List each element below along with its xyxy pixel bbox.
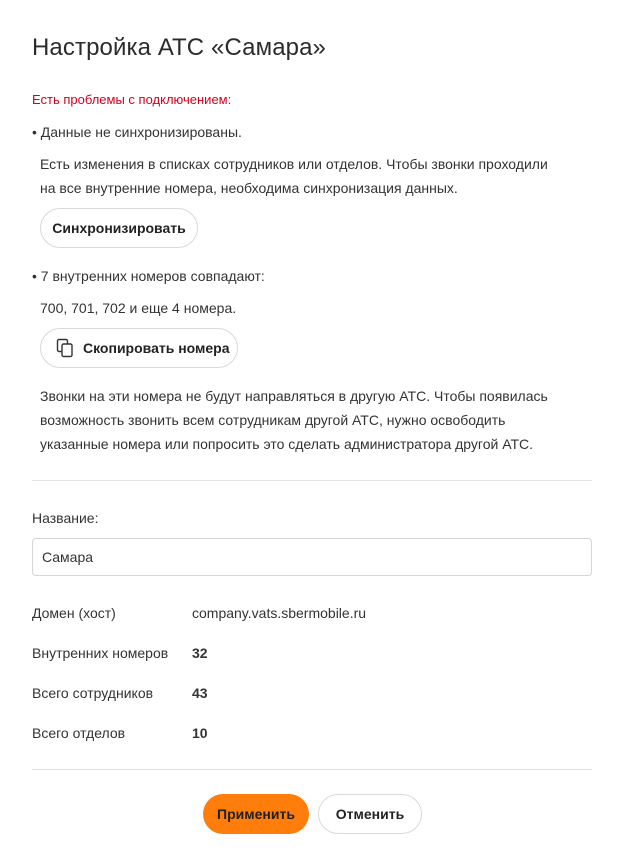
sync-button[interactable] [40,208,198,248]
cancel-button-label: Отменить [335,806,405,822]
apply-button-label: Применить [217,806,295,822]
duplicate-description-line-1: Звонки на эти номера не будут направляться в другую АТС. Чтобы появилась [40,388,548,404]
divider [32,480,592,481]
name-input[interactable] [32,538,592,576]
info-label-employees: Всего сотрудников [32,685,154,701]
duplicate-description-line-2: возможность звонить всем сотрудникам другой АТС, нужно освободить [40,412,506,428]
problem-not-synced: • Данные не синхронизированы. [32,124,242,140]
sync-description-line-2: на все внутренние номера, необходима синхронизация данных. [40,180,458,196]
duplicate-numbers-list: 700, 701, 702 и еще 4 номера. [40,300,237,316]
info-label-extensions: Внутренних номеров [32,645,169,661]
connection-problems-header: Есть проблемы с подключением: [32,92,232,107]
copy-numbers-label: Скопировать номера [83,340,230,356]
sync-button-label: Синхронизировать [52,220,186,236]
problem-duplicate-numbers: • 7 внутренних номеров совпадают: [32,268,265,284]
name-label: Название: [32,510,99,526]
copy-icon [56,338,74,358]
apply-button[interactable] [203,794,309,834]
info-value-employees: 43 [192,685,208,701]
info-value-extensions: 32 [192,645,208,661]
info-label-domain: Домен (хост) [32,605,116,621]
sync-description-line-1: Есть изменения в списках сотрудников или отделов. Чтобы звонки проходили [40,156,548,172]
info-value-domain: company.vats.sbermobile.ru [192,605,367,621]
duplicate-description-line-3: указанные номера или попросить это сделать администратора другой АТС. [40,436,534,452]
info-value-departments: 10 [192,725,208,741]
cancel-button[interactable] [318,794,422,834]
divider [32,769,592,770]
info-label-departments: Всего отделов [32,725,126,741]
page-title: Настройка АТС «Самара» [32,34,326,61]
copy-numbers-button[interactable] [40,328,238,368]
